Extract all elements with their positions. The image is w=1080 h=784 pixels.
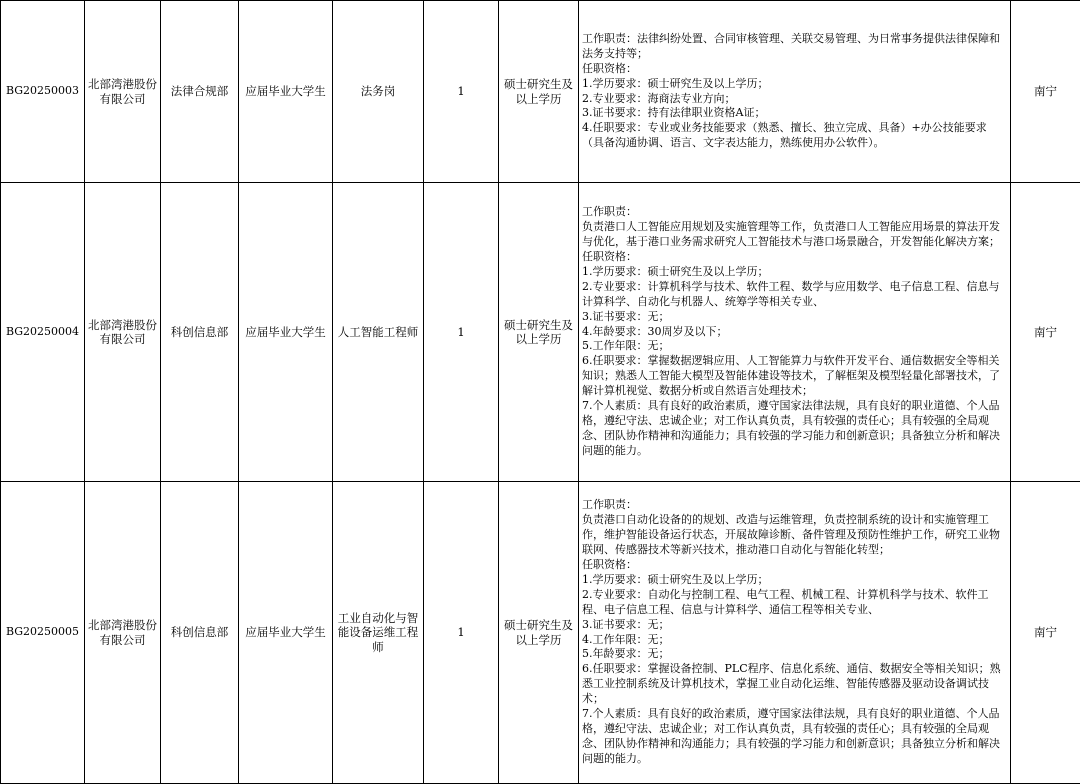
candidate-type-cell: 应届毕业大学生 <box>239 183 333 482</box>
table-row <box>1 482 1080 784</box>
location-cell: 南宁 <box>1011 482 1080 784</box>
headcount-cell: 1 <box>424 183 499 482</box>
headcount-cell: 1 <box>424 1 499 183</box>
position-name-cell: 法务岗 <box>333 1 424 183</box>
company-cell: 北部湾港股份有限公司 <box>85 183 161 482</box>
location-cell: 南宁 <box>1011 1 1080 183</box>
requirements-cell: 工作职责：法律纠纷处置、合同审核管理、关联交易管理、为日常事务提供法律保障和法务支持等； 任职资格： 1.学历要求：硕士研究生及以上学历； 2.专业要求：海商法专业方向； 3.证书要求：持有法律职业资格A证； 4.任职要求：专业或业务技能要求（熟悉、擅长、独立完成、具备）+办公技能要求（具备沟通协调、语言、文字表达能力，熟练使用办公软件）。 <box>579 1 1011 183</box>
position-name-cell: 人工智能工程师 <box>333 183 424 482</box>
position-code-cell: BG20250003 <box>1 1 85 183</box>
education-cell: 硕士研究生及以上学历 <box>499 482 579 784</box>
department-cell: 法律合规部 <box>161 1 239 183</box>
department-cell: 科创信息部 <box>161 183 239 482</box>
company-cell: 北部湾港股份有限公司 <box>85 1 161 183</box>
position-name-cell: 工业自动化与智能设备运维工程师 <box>333 482 424 784</box>
company-cell: 北部湾港股份有限公司 <box>85 482 161 784</box>
candidate-type-cell: 应届毕业大学生 <box>239 1 333 183</box>
education-cell: 硕士研究生及以上学历 <box>499 183 579 482</box>
table-row <box>1 1 1080 183</box>
requirements-cell: 工作职责： 负责港口人工智能应用规划及实施管理等工作，负责港口人工智能应用场景的算法开发与优化，基于港口业务需求研究人工智能技术与港口场景融合，开发智能化解决方案； 任职资格： 1.学历要求：硕士研究生及以上学历； 2.专业要求：计算机科学与技术、软件工程、数学与应用数学、电子信息工程、信息与计算科学、自动化与机器人、统筹学等相关专业、 3.证书要求：无； 4.年龄要求：30周岁及以下； 5.工作年限：无； 6.任职要求：掌握数据逻辑应用、人工智能算力与软件开发平台、通信数据安全等相关知识；熟悉人工智能大模型及智能体建设等技术，了解框架及模型轻量化部署技术，了解计算机视觉、数据分析或自然语言处理技术； 7.个人素质：具有良好的政治素质，遵守国家法律法规，具有良好的职业道德、个人品格，遵纪守法、忠诚企业；对工作认真负责，具有较强的责任心；具有较强的全局观念、团队协作精神和沟通能力；具有较强的学习能力和创新意识；具备独立分析和解决问题的能力。 <box>579 183 1011 482</box>
requirements-cell: 工作职责： 负责港口自动化设备的的规划、改造与运维管理，负责控制系统的设计和实施管理工作，维护智能设备运行状态，开展故障诊断、备件管理及预防性维护工作，研究工业物联网、传感器技术等新兴技术，推动港口自动化与智能化转型； 任职资格： 1.学历要求：硕士研究生及以上学历； 2.专业要求：自动化与控制工程、电气工程、机械工程、计算机科学与技术、软件工程、电子信息工程、信息与计算科学、通信工程等相关专业、 3.证书要求：无； 4.工作年限：无； 5.年龄要求：无； 6.任职要求：掌握设备控制、PLC程序、信息化系统、通信、数据安全等相关知识；熟悉工业控制系统及计算机技术，掌握工业自动化运维、智能传感器及驱动设备调试技术； 7.个人素质：具有良好的政治素质，遵守国家法律法规，具有良好的职业道德、个人品格，遵纪守法、忠诚企业；对工作认真负责，具有较强的责任心；具有较强的全局观念、团队协作精神和沟通能力；具有较强的学习能力和创新意识；具备独立分析和解决问题的能力。 <box>579 482 1011 784</box>
position-code-cell: BG20250005 <box>1 482 85 784</box>
table-row <box>1 183 1080 482</box>
location-cell: 南宁 <box>1011 183 1080 482</box>
candidate-type-cell: 应届毕业大学生 <box>239 482 333 784</box>
education-cell: 硕士研究生及以上学历 <box>499 1 579 183</box>
department-cell: 科创信息部 <box>161 482 239 784</box>
headcount-cell: 1 <box>424 482 499 784</box>
position-code-cell: BG20250004 <box>1 183 85 482</box>
